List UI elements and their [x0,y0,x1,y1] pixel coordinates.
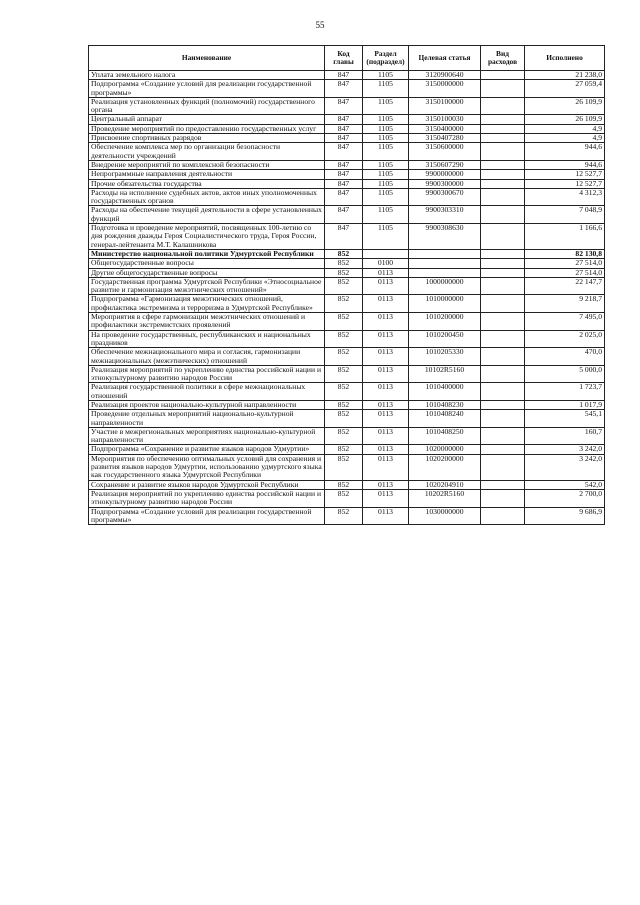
cell-executed: 26 109,9 [525,97,605,115]
cell-name: Непрограммные направления деятельности [89,170,325,179]
cell-section: 0113 [363,427,409,445]
cell-type [481,268,525,277]
table-row [89,179,605,188]
cell-chapter: 847 [325,97,363,115]
table-row [89,170,605,179]
cell-executed: 4,9 [525,134,605,143]
cell-name: Участие в межрегиональных мероприятиях национально-культурной направленности [89,427,325,445]
cell-section: 1105 [363,206,409,224]
cell-section: 0113 [363,330,409,348]
cell-executed: 470,0 [525,348,605,366]
cell-target: 1000000000 [409,277,481,295]
cell-type [481,480,525,489]
cell-chapter: 847 [325,71,363,80]
cell-chapter: 852 [325,313,363,331]
cell-section: 0113 [363,507,409,525]
cell-name: Внедрение мероприятий по комплексной безопасности [89,160,325,169]
cell-target: 1030000000 [409,507,481,525]
table-row [89,330,605,348]
cell-target: 3150400000 [409,124,481,133]
cell-type [481,365,525,383]
table-row [89,134,605,143]
table-row [89,188,605,206]
cell-section: 0113 [363,400,409,409]
cell-type [481,295,525,313]
cell-type [481,124,525,133]
cell-name: Подготовка и проведение мероприятий, посвященных 100-летию со дня рождения дважды Героя Социалистического труда, Героя России, генерал-лейтенанта М.Т. Калашникова [89,224,325,250]
header-executed: Исполнено [525,46,605,71]
cell-target: 3150000000 [409,80,481,98]
cell-section: 0113 [363,268,409,277]
header-target: Целевая статья [409,46,481,71]
cell-section: 0113 [363,410,409,428]
table-row [89,143,605,161]
cell-executed: 7 048,9 [525,206,605,224]
cell-chapter: 847 [325,188,363,206]
table-row [89,427,605,445]
cell-type [481,427,525,445]
table-row [89,507,605,525]
cell-section: 1105 [363,160,409,169]
cell-section: 0113 [363,445,409,454]
cell-section: 0113 [363,295,409,313]
cell-section: 1105 [363,71,409,80]
cell-type [481,277,525,295]
cell-executed: 7 495,0 [525,313,605,331]
cell-target: 1020204910 [409,480,481,489]
cell-chapter: 847 [325,124,363,133]
table-row [89,410,605,428]
table-row [89,124,605,133]
cell-target: 1010400000 [409,383,481,401]
cell-target [409,249,481,258]
cell-executed: 27 514,0 [525,259,605,268]
cell-target: 3150407280 [409,134,481,143]
cell-executed: 4 312,3 [525,188,605,206]
cell-chapter: 852 [325,445,363,454]
cell-name: Мероприятия в сфере гармонизации межэтнических отношений и профилактики экстремистских проявлений [89,313,325,331]
cell-name: Реализация мероприятий по укреплению единства российской нации и этнокультурному развитию народов России [89,489,325,507]
cell-target: 1010000000 [409,295,481,313]
table-row [89,97,605,115]
cell-type [481,134,525,143]
table-row [89,295,605,313]
cell-chapter: 852 [325,259,363,268]
cell-executed: 26 109,9 [525,115,605,124]
cell-type [481,454,525,480]
cell-chapter: 852 [325,427,363,445]
cell-executed: 27 514,0 [525,268,605,277]
cell-type [481,249,525,258]
cell-executed: 545,1 [525,410,605,428]
cell-target: 3150600000 [409,143,481,161]
cell-chapter: 852 [325,507,363,525]
cell-target: 9900303310 [409,206,481,224]
cell-executed: 2 700,0 [525,489,605,507]
cell-type [481,115,525,124]
cell-type [481,179,525,188]
cell-type [481,489,525,507]
cell-section: 1105 [363,134,409,143]
table-row [89,313,605,331]
cell-target: 9900300000 [409,179,481,188]
cell-target: 1010200000 [409,313,481,331]
cell-name: Подпрограмма «Создание условий для реализации государственной программы» [89,507,325,525]
cell-section: 0100 [363,259,409,268]
cell-target: 9900308630 [409,224,481,250]
cell-name: Подпрограмма «Сохранение и развитие языков народов Удмуртии» [89,445,325,454]
cell-name: Подпрограмма «Гармонизация межэтнических отношений, профилактика экстремизма и терроризма в Удмуртской Республике» [89,295,325,313]
cell-chapter: 852 [325,330,363,348]
table-row [89,277,605,295]
cell-target: 9900000000 [409,170,481,179]
cell-executed: 1 723,7 [525,383,605,401]
cell-target: 3150100000 [409,97,481,115]
cell-type [481,507,525,525]
budget-table [88,45,605,525]
cell-name: Обеспечение комплекса мер по организации безопасности деятельности учреждений [89,143,325,161]
cell-chapter: 852 [325,410,363,428]
cell-chapter: 852 [325,348,363,366]
cell-chapter: 852 [325,268,363,277]
cell-section: 1105 [363,188,409,206]
cell-name: Расходы на обеспечение текущей деятельности в сфере установленных функций [89,206,325,224]
cell-type [481,410,525,428]
cell-executed: 4,9 [525,124,605,133]
cell-executed: 944,6 [525,160,605,169]
cell-section: 0113 [363,489,409,507]
header-section: Раздел (подраздел) [363,46,409,71]
cell-target: 1010408240 [409,410,481,428]
table-row [89,480,605,489]
cell-chapter: 847 [325,134,363,143]
cell-section: 1105 [363,143,409,161]
table-row [89,400,605,409]
table-row [89,206,605,224]
cell-executed: 1 166,6 [525,224,605,250]
cell-target: 1010408230 [409,400,481,409]
header-chapter: Код главы [325,46,363,71]
cell-section: 1105 [363,124,409,133]
cell-chapter: 852 [325,383,363,401]
cell-type [481,160,525,169]
cell-type [481,383,525,401]
cell-target: 3150607290 [409,160,481,169]
cell-section: 0113 [363,348,409,366]
table-body [89,71,605,525]
cell-name: Другие общегосударственные вопросы [89,268,325,277]
cell-name: Министерство национальной политики Удмуртской Республики [89,249,325,258]
cell-chapter: 852 [325,295,363,313]
cell-type [481,259,525,268]
cell-chapter: 847 [325,80,363,98]
cell-executed: 9 686,9 [525,507,605,525]
cell-name: Расходы на исполнение судебных актов, актов иных уполномоченных государственных органов [89,188,325,206]
cell-name: Проведение отдельных мероприятий национально-культурной направленности [89,410,325,428]
cell-section: 0113 [363,313,409,331]
table-row [89,383,605,401]
cell-executed: 1 017,9 [525,400,605,409]
header-type: Вид расходов [481,46,525,71]
cell-section: 1105 [363,224,409,250]
cell-executed: 12 527,7 [525,179,605,188]
cell-executed: 21 238,0 [525,71,605,80]
table-row [89,160,605,169]
cell-type [481,348,525,366]
cell-type [481,330,525,348]
cell-executed: 12 527,7 [525,170,605,179]
cell-type [481,206,525,224]
cell-target [409,268,481,277]
cell-chapter: 847 [325,160,363,169]
cell-name: Мероприятия по обеспечению оптимальных условий для сохранения и развития языков народов Удмуртии, использованию удмуртского языка как государственного языка Удмуртской Республики [89,454,325,480]
cell-target: 10202R5160 [409,489,481,507]
cell-section: 0113 [363,454,409,480]
table-row [89,489,605,507]
cell-name: Центральный аппарат [89,115,325,124]
cell-name: Уплата земельного налога [89,71,325,80]
cell-name: Сохранение и развитие языков народов Удмуртской Республики [89,480,325,489]
cell-chapter: 847 [325,170,363,179]
table-row [89,365,605,383]
page-number: 55 [315,20,325,30]
cell-type [481,188,525,206]
cell-executed: 2 025,0 [525,330,605,348]
cell-chapter: 852 [325,400,363,409]
cell-section: 1105 [363,80,409,98]
cell-target: 1020000000 [409,445,481,454]
cell-name: Государственная программа Удмуртской Республики «Этносоциальное развитие и гармонизация межэтнических отношений» [89,277,325,295]
table-row [89,249,605,258]
table-row [89,454,605,480]
table-row [89,224,605,250]
cell-chapter: 847 [325,224,363,250]
cell-executed: 160,7 [525,427,605,445]
cell-name: Общегосударственные вопросы [89,259,325,268]
cell-chapter: 852 [325,489,363,507]
cell-name: Реализация мероприятий по укреплению единства российской нации и этнокультурному развитию народов России [89,365,325,383]
cell-target: 1020200000 [409,454,481,480]
cell-name: Обеспечение межнационального мира и согласия, гармонизации межнациональных (межэтнических) отношений [89,348,325,366]
table-row [89,71,605,80]
cell-target: 10102R5160 [409,365,481,383]
cell-target: 9900300670 [409,188,481,206]
table-row [89,445,605,454]
table-row [89,80,605,98]
cell-executed: 82 130,8 [525,249,605,258]
cell-section: 1105 [363,115,409,124]
cell-target [409,259,481,268]
cell-chapter: 847 [325,115,363,124]
cell-chapter: 852 [325,249,363,258]
cell-chapter: 847 [325,143,363,161]
cell-executed: 22 147,7 [525,277,605,295]
cell-type [481,170,525,179]
table-row [89,259,605,268]
cell-chapter: 847 [325,206,363,224]
cell-type [481,71,525,80]
header-name: Наименование [89,46,325,71]
cell-type [481,80,525,98]
table-row [89,348,605,366]
cell-executed: 9 218,7 [525,295,605,313]
cell-section: 0113 [363,480,409,489]
cell-target: 1010200450 [409,330,481,348]
cell-chapter: 847 [325,179,363,188]
cell-target: 3150100030 [409,115,481,124]
cell-type [481,445,525,454]
cell-chapter: 852 [325,454,363,480]
cell-executed: 27 059,4 [525,80,605,98]
cell-type [481,97,525,115]
cell-section: 1105 [363,97,409,115]
cell-section [363,249,409,258]
cell-type [481,400,525,409]
cell-name: На проведение государственных, республиканских и национальных праздников [89,330,325,348]
cell-name: Прочие обязательства государства [89,179,325,188]
cell-type [481,313,525,331]
cell-executed: 542,0 [525,480,605,489]
cell-name: Проведение мероприятий по предоставлению государственных услуг [89,124,325,133]
cell-executed: 3 242,0 [525,445,605,454]
cell-chapter: 852 [325,365,363,383]
cell-name: Реализация проектов национально-культурной направленности [89,400,325,409]
cell-section: 1105 [363,179,409,188]
cell-target: 3120900640 [409,71,481,80]
cell-name: Присвоение спортивных разрядов [89,134,325,143]
cell-section: 0113 [363,383,409,401]
cell-section: 0113 [363,277,409,295]
table-row [89,268,605,277]
cell-type [481,224,525,250]
cell-section: 0113 [363,365,409,383]
cell-type [481,143,525,161]
cell-target: 1010205330 [409,348,481,366]
cell-chapter: 852 [325,277,363,295]
cell-chapter: 852 [325,480,363,489]
table-header-row [89,46,605,71]
cell-name: Реализация установленных функций (полномочий) государственного органа [89,97,325,115]
cell-executed: 944,6 [525,143,605,161]
cell-name: Подпрограмма «Создание условий для реализации государственной программы» [89,80,325,98]
cell-executed: 5 000,0 [525,365,605,383]
cell-target: 1010408250 [409,427,481,445]
cell-executed: 3 242,0 [525,454,605,480]
cell-section: 1105 [363,170,409,179]
table-row [89,115,605,124]
cell-name: Реализация государственной политики в сфере межнациональных отношений [89,383,325,401]
